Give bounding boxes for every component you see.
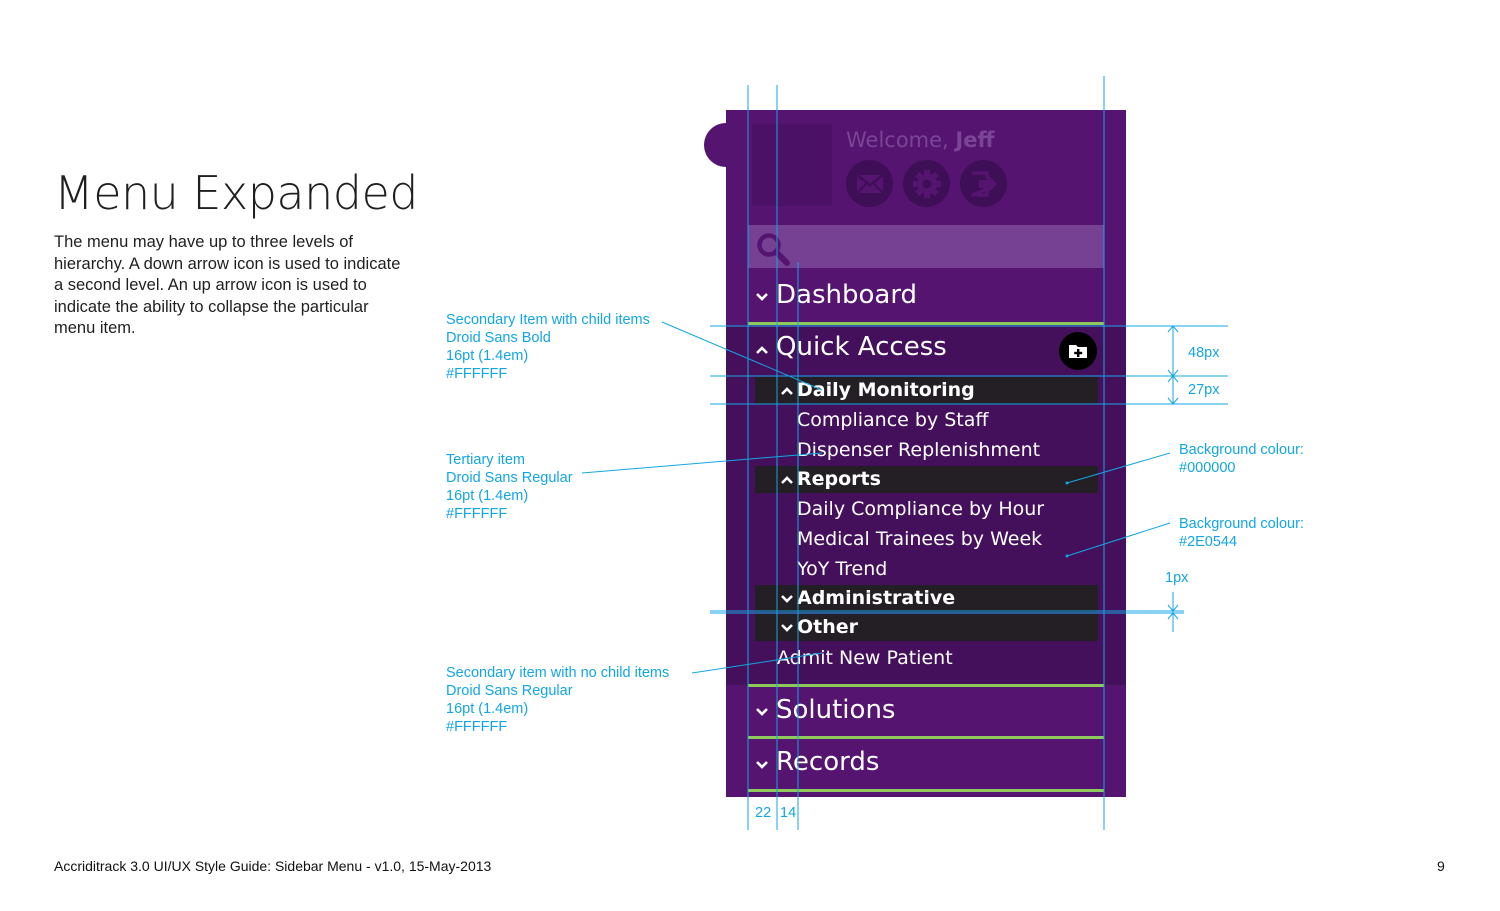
chevron-down-icon	[756, 707, 768, 717]
add-shortcut-button[interactable]	[1059, 332, 1097, 370]
annotation-line: #2E0544	[1179, 534, 1238, 550]
menu-divider	[748, 322, 1104, 325]
dimension-label-48: 48px	[1188, 345, 1220, 361]
chevron-up-icon	[756, 345, 768, 355]
mail-icon	[856, 174, 884, 194]
menu-label-records: Records	[776, 747, 880, 777]
submenu-label-daily-monitoring: Daily Monitoring	[797, 379, 975, 401]
tertiary-item-compliance-by-staff[interactable]: Compliance by Staff	[797, 409, 989, 431]
annotation-tertiary	[446, 451, 573, 523]
menu-divider	[748, 684, 1104, 687]
annotation-line: #FFFFFF	[446, 506, 508, 522]
chevron-down-icon	[756, 760, 768, 770]
chevron-down-icon	[781, 623, 793, 633]
gear-icon	[912, 169, 942, 199]
menu-divider	[748, 736, 1104, 739]
search-icon	[756, 232, 790, 266]
annotation-line: Background colour:	[1179, 442, 1304, 458]
settings-button[interactable]	[903, 160, 950, 207]
submenu-label-other: Other	[797, 616, 859, 638]
welcome-prefix: Welcome,	[846, 128, 956, 152]
user-name: Jeff	[955, 128, 995, 152]
avatar[interactable]	[752, 124, 832, 206]
annotation-line: Droid Sans Regular	[446, 470, 573, 486]
annotation-line: Secondary item with no child items	[446, 665, 670, 681]
dimension-label-14: 14	[780, 805, 797, 821]
menu-divider	[748, 789, 1104, 792]
annotation-line: Secondary Item with child items	[446, 312, 650, 328]
logout-button[interactable]	[960, 160, 1007, 207]
menu-label-dashboard: Dashboard	[776, 280, 918, 310]
tertiary-item-yoy-trend[interactable]: YoY Trend	[797, 558, 888, 580]
logout-icon	[969, 170, 999, 198]
annotation-bg-purple	[1179, 515, 1304, 551]
page-title: Menu Expanded	[54, 166, 418, 220]
chevron-up-icon	[781, 386, 793, 396]
annotation-bg-black	[1179, 441, 1304, 477]
annotation-secondary-with-children	[446, 311, 650, 383]
submenu-label-administrative: Administrative	[797, 587, 956, 609]
annotation-line: 16pt (1.4em)	[446, 701, 529, 717]
dimension-label-22: 22	[755, 805, 772, 821]
dimension-label-27: 27px	[1188, 382, 1220, 398]
annotation-line: 16pt (1.4em)	[446, 348, 529, 364]
tertiary-item-dispenser-replenishment[interactable]: Dispenser Replenishment	[797, 439, 1041, 461]
tertiary-item-daily-compliance-by-hour[interactable]: Daily Compliance by Hour	[797, 498, 1045, 520]
annotation-line: Background colour:	[1179, 516, 1304, 532]
submenu-item-admit-new-patient[interactable]: Admit New Patient	[777, 647, 953, 669]
page-number: 9	[1437, 858, 1445, 874]
annotation-line: 16pt (1.4em)	[446, 488, 529, 504]
footer-text: Accriditrack 3.0 UI/UX Style Guide: Sidebar Menu - v1.0, 15-May-2013	[54, 858, 492, 874]
submenu-label-reports: Reports	[797, 468, 881, 490]
annotation-secondary-no-children	[446, 664, 669, 736]
add-folder-icon	[1068, 343, 1088, 359]
chevron-up-icon	[781, 475, 793, 485]
annotation-line: #FFFFFF	[446, 366, 508, 382]
welcome-text	[846, 128, 995, 152]
annotation-line: #000000	[1179, 460, 1236, 476]
page-description: The menu may have up to three levels of hierarchy. A down arrow icon is used to indicate a second level. An up arrow icon is used to indicate the ability to collapse the particular menu item.	[54, 233, 401, 337]
search-input[interactable]	[748, 225, 1104, 268]
annotation-line: Droid Sans Regular	[446, 683, 573, 699]
menu-label-solutions: Solutions	[776, 695, 896, 725]
dimension-label-1: 1px	[1165, 570, 1189, 586]
annotation-line: Droid Sans Bold	[446, 330, 551, 346]
annotation-line: Tertiary item	[446, 452, 525, 468]
chevron-down-icon	[756, 292, 768, 302]
menu-label-quick-access: Quick Access	[776, 332, 947, 362]
chevron-down-icon	[781, 594, 793, 604]
tertiary-item-medical-trainees-by-week[interactable]: Medical Trainees by Week	[797, 528, 1043, 550]
mail-button[interactable]	[846, 160, 893, 207]
annotation-line: #FFFFFF	[446, 719, 508, 735]
